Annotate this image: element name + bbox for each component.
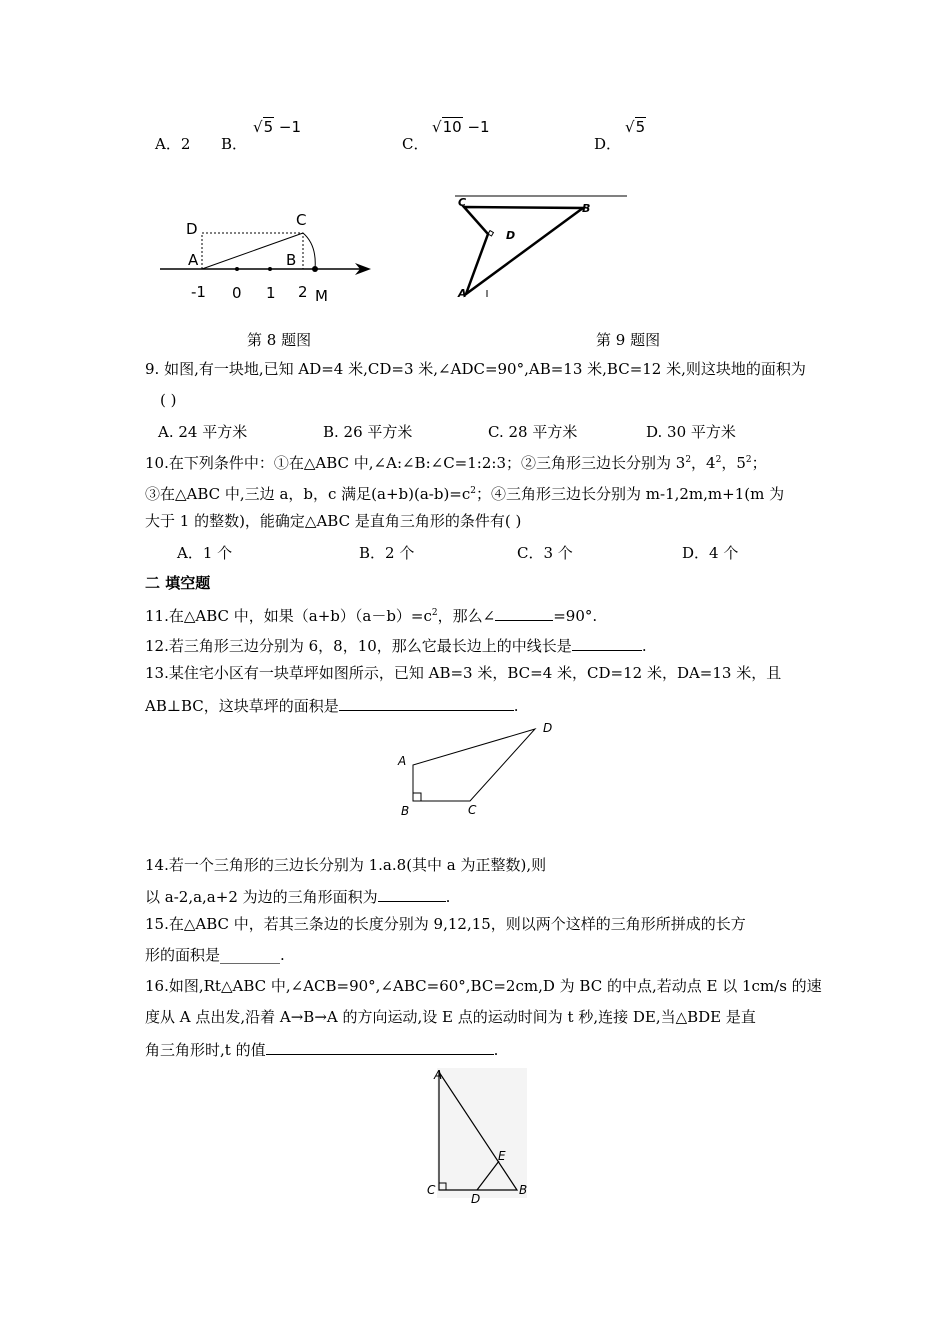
label-b: B	[582, 202, 591, 215]
q10-option-b: B．2 个	[359, 544, 415, 562]
q16-line-3: 角三角形时,t 的值 .	[145, 1038, 498, 1060]
label-b: B	[401, 804, 410, 818]
quadrilateral-abcd	[413, 729, 535, 801]
q16-line-1: 16.如图,Rt△ABC 中,∠ACB=90°,∠ABC=60°,BC=2cm,D 为 BC 的中点,若动点 E 以 1cm/s 的速	[145, 977, 822, 995]
label-d: D	[186, 220, 198, 238]
tick-label-2: 2	[298, 283, 308, 301]
q10-line-1: 10.在下列条件中：①在△ABC 中,∠A:∠B:∠C=1:2:3；②三角形三边长分别为 $3^2$，$4^2$，$5^2$；	[145, 454, 767, 472]
figure-16	[425, 1066, 530, 1206]
q14-line-2: 以 a-2,a,a+2 为边的三角形面积为 .	[145, 885, 450, 907]
point-m	[312, 266, 318, 272]
label-c: C	[458, 196, 467, 209]
q12-text: 12.若三角形三边分别为 6，8，10，那么它最长边上的中线长是 .	[145, 634, 647, 656]
label-e: E	[498, 1149, 506, 1163]
tick-label-0: 0	[232, 284, 242, 302]
label-a: A	[458, 287, 467, 300]
figure-background	[437, 1068, 527, 1198]
q10-option-d: D．4 个	[682, 544, 739, 562]
label-c: C	[427, 1183, 436, 1197]
tick-label-1: 1	[266, 284, 276, 302]
q9-option-d: D. 30 平方米	[646, 423, 736, 441]
q16-blank[interactable]	[266, 1038, 494, 1055]
q11-text: 11.在△ABC 中，如果$(a+b)(a-b)=c^2$，那么∠ =90°.	[145, 603, 597, 626]
q8-option-b-value: √5 −1	[253, 118, 302, 136]
figure-9	[455, 194, 630, 299]
q9-text: 9. 如图,有一块地,已知 AD=4 米,CD=3 米,∠ADC=90°,AB=13 米,BC=12 米,则这块地的面积为	[145, 360, 806, 378]
label-m: M	[315, 287, 328, 305]
right-angle-mark-b	[413, 793, 421, 801]
tick-label-neg1: -1	[191, 283, 206, 301]
q8-option-b-label: B．	[221, 135, 248, 153]
q16-line-2: 度从 A 点出发,沿着 A→B→A 的方向运动,设 E 点的运动时间为 t 秒,连接 DE,当△BDE 是直	[145, 1008, 756, 1026]
q8-option-d-label: D．	[594, 135, 622, 153]
section-2-heading: 二 填空题	[145, 574, 211, 592]
label-b: B	[519, 1183, 528, 1197]
q9-option-c: C. 28 平方米	[488, 423, 578, 441]
point-1	[268, 267, 272, 271]
label-b: B	[286, 251, 297, 269]
q14-blank[interactable]	[378, 885, 446, 902]
q15-line-2: 形的面积是________.	[145, 946, 285, 964]
figure-13	[395, 718, 565, 820]
figure-8	[155, 205, 380, 305]
q9-option-a: A. 24 平方米	[158, 423, 248, 441]
label-d: D	[471, 1192, 481, 1206]
label-a: A	[188, 251, 199, 269]
q10-line-3: 大于 1 的整数)，能确定△ABC 是直角三角形的条件有( )	[145, 512, 522, 530]
label-a: A	[398, 754, 407, 768]
q8-option-c-value: √10 −1	[432, 118, 490, 136]
point-0	[235, 267, 239, 271]
quadrilateral-abcd	[464, 207, 583, 294]
q14-line-1: 14.若一个三角形的三边长分别为 1.a.8(其中 a 为正整数),则	[145, 856, 547, 874]
arc-cm	[303, 233, 315, 269]
q8-option-c-label: C．	[402, 135, 429, 153]
q10-option-c: C．3 个	[517, 544, 573, 562]
label-d: D	[506, 229, 516, 242]
q8-option-a: A．2	[155, 135, 191, 153]
q10-option-a: A．1 个	[177, 544, 233, 562]
figure-9-caption: 第 9 题图	[596, 331, 661, 349]
q13-blank[interactable]	[339, 694, 514, 711]
q9-paren: ( )	[160, 391, 177, 409]
label-d: D	[543, 721, 553, 735]
q13-line-2: AB⊥BC，这块草坪的面积是 .	[145, 694, 519, 716]
q9-option-b: B. 26 平方米	[323, 423, 413, 441]
label-c: C	[296, 211, 307, 229]
q10-line-2: ③在△ABC 中,三边 a，b，c 满足$(a+b)(a-b)=c^2$；④三角形三边长分别为 m-1,2m,m+1(m 为	[145, 485, 785, 503]
q8-options	[0, 0, 950, 160]
label-a: A	[434, 1068, 443, 1082]
q15-line-1: 15.在△ABC 中，若其三条边的长度分别为 9,12,15，则以两个这样的三角形所拼成的长方	[145, 915, 746, 933]
figure-8-caption: 第 8 题图	[247, 331, 312, 349]
label-c: C	[468, 803, 477, 817]
q11-blank[interactable]	[495, 604, 553, 621]
q12-blank[interactable]	[572, 634, 642, 651]
q13-line-1: 13.某住宅小区有一块草坪如图所示，已知 AB=3 米，BC=4 米，CD=12 米，DA=13 米，且	[145, 664, 782, 682]
q8-option-d-value: √5	[625, 118, 646, 136]
